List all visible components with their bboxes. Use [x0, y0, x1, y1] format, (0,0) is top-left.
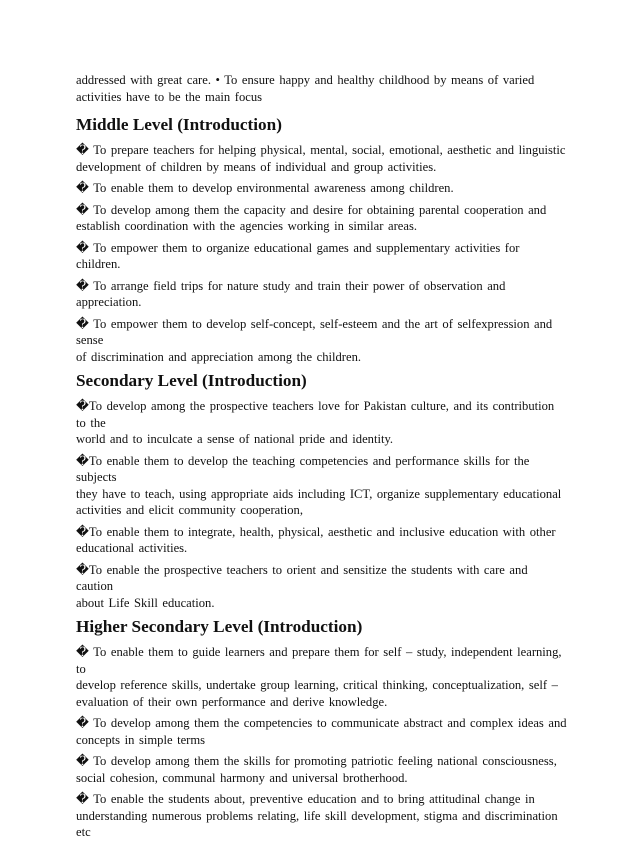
- section-heading-higher-secondary: Higher Secondary Level (Introduction): [76, 617, 363, 636]
- higher-secondary-item-1: � To enable them to guide learners and prepare them for self – study, independent learning, to develop reference skills, undertake group learning, critical thinking, conceptualization, self – evaluation of their own performance and derive knowledge.: [76, 645, 562, 709]
- higher-secondary-item-2: � To develop among them the competencies to communicate abstract and complex ideas and concepts in simple terms: [76, 716, 567, 747]
- secondary-item-1: �To develop among the prospective teachers love for Pakistan culture, and its contribution to the world and to inculcate a sense of national pride and identity.: [76, 399, 555, 446]
- middle-item-2: � To enable them to develop environmental awareness among children.: [76, 181, 454, 195]
- section-heading-secondary: Secondary Level (Introduction): [76, 371, 307, 390]
- section-heading-middle: Middle Level (Introduction): [76, 115, 282, 134]
- secondary-item-3: �To enable them to integrate, health, physical, aesthetic and inclusive education with other educational activities.: [76, 524, 556, 555]
- middle-item-4: � To empower them to organize educational games and supplementary activities for children.: [76, 240, 520, 271]
- middle-item-1: � To prepare teachers for helping physical, mental, social, emotional, aesthetic and linguistic development of children by means of individual and group activities.: [76, 143, 566, 174]
- higher-secondary-item-3: � To develop among them the skills for promoting patriotic feeling national consciousness, social cohesion, communal harmony and universal brotherhood.: [76, 754, 557, 785]
- middle-item-6: � To empower them to develop self-concept, self-esteem and the art of selfexpression and sense of discrimination and appreciation among the children.: [76, 316, 553, 364]
- document-page: [76, 72, 568, 846]
- higher-secondary-item-4: � To enable the students about, preventive education and to bring attitudinal change in understanding numerous problems relating, life skill development, stigma and discrimination etc: [76, 792, 558, 839]
- secondary-item-2: �To enable them to develop the teaching competencies and performance skills for the subjects they have to teach, using appropriate aids including ICT, organize supplementary educational activities and elicit community cooperation,: [76, 453, 562, 517]
- middle-item-5: � To arrange field trips for nature study and train their power of observation and appreciation.: [76, 278, 506, 309]
- intro-paragraph: addressed with great care. • To ensure happy and healthy childhood by means of varied activities have to be the main focus: [76, 73, 535, 104]
- secondary-item-4: �To enable the prospective teachers to orient and sensitize the students with care and caution about Life Skill education.: [76, 562, 528, 610]
- middle-item-3: � To develop among them the capacity and desire for obtaining parental cooperation and establish coordination with the agencies working in similar areas.: [76, 202, 547, 233]
